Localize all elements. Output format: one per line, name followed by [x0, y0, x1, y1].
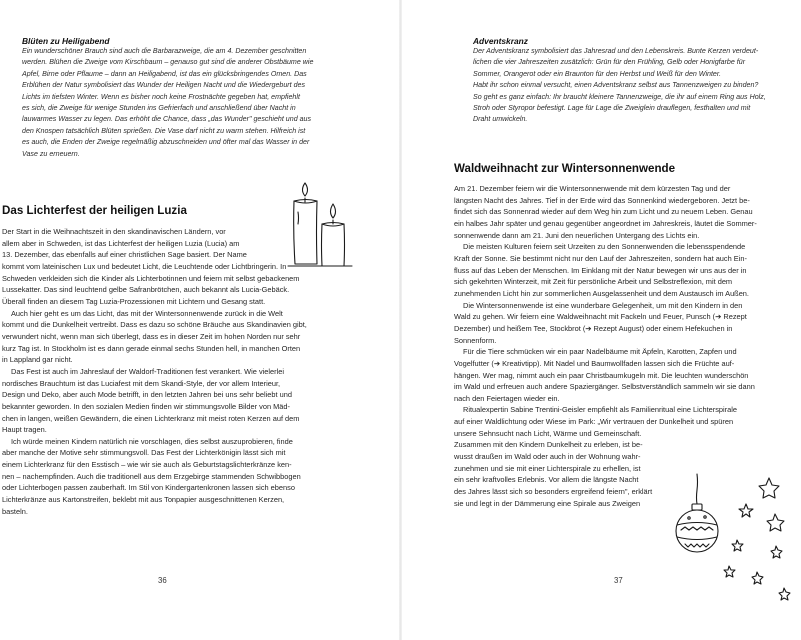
text-line: nordisches Brauchtum ist das Luciafest mit dem Skandi-Style, der vor allem Interieur,	[2, 378, 281, 388]
text-line: Haupt tragen.	[2, 425, 47, 435]
left-page	[0, 0, 400, 640]
text-line: Dezember) und heißem Tee, Stockbrot (➔ Rezept August) oder einem Hefekuchen in	[454, 323, 733, 333]
text-line: Sommer, Orangerot oder ein Braunton für den Herbst und Weiß für den Winter.	[473, 69, 721, 78]
text-line: Design und Deko, aber auch Mode betrifft, in den letzten Jahren bei uns sehr beliebt und	[2, 390, 292, 400]
heading-waldweihnacht: Waldweihnacht zur Wintersonnenwende	[454, 162, 676, 175]
text-line: bekannter geworden. In den sozialen Medien finden wir stimmungsvolle Bilder von Mäd-	[2, 401, 290, 411]
text-line: verwundert nicht, wenn man sich überlegt, dass es in dieser Zeit im hohen Norden nur sehr	[2, 331, 301, 341]
text-line: Lichterkränze aus Kartonstreifen, beklebt mit aus Tonpapier ausgeschnittenen Kerzen,	[2, 495, 285, 505]
text-line: nen – nachempfinden. Auch die traditionell aus dem Erzgebirge stammenden Schwibbogen	[2, 471, 301, 481]
text-line: Ich würde meinen Kindern natürlich nie vorschlagen, dies selbst auszuprobieren, finde	[11, 436, 293, 446]
text-line: Lichts im tiefsten Winter. Wenn es bisher noch keine Frostnächte gegeben hat, empfiehlt	[22, 92, 300, 101]
text-line: Die Wintersonnenwende ist eine wunderbare Gelegenheit, um mit den Kindern in den	[463, 300, 743, 310]
text-line: nach den Feiertagen wieder ein.	[454, 393, 560, 403]
text-line: auf einer Waldlichtung oder Wiese im Park: „Wir vertrauen der Dunkelheit und spüren	[454, 417, 734, 427]
text-line: hängen. Wer mag, nimmt auch ein paar Christbaumkugeln mit. Die leuchten wunderschön	[454, 370, 749, 380]
box-paragraph	[22, 46, 382, 160]
text-line: den Knospen tatsächlich Blüten sprießen. Die Vase darf nicht zu warm stehen. Hilfreich ist	[22, 126, 306, 135]
box-text-left	[22, 46, 382, 160]
text-line: fluss auf das Leben der Menschen. Im Einklang mit der Natur bewegen wir uns aus der in	[454, 265, 747, 275]
text-line: Lussekatter. Das sind leuchtend gelbe Safranbrötchen, auch bekannt als Lucia-Gebäck.	[2, 285, 290, 295]
text-line: Am 21. Dezember feiern wir die Wintersonnenwende mit dem kürzesten Tag und der	[454, 184, 731, 193]
text-line: es auch, die Enden der Zweige regelmäßig abzuschneiden und öfter mal das Wasser in der	[22, 138, 310, 147]
text-line: kurz Tag ist. In Stockholm ist es dann gerade einmal sechs Stunden hell, in manchen Orten	[2, 343, 301, 353]
text-line: längsten Nacht des Jahres. Tief in der Erde wird das Sonnenkind wiedergeboren. Jetzt be-	[454, 195, 750, 205]
text-line: findet sich das Sonnenrad wieder auf dem Weg hin zum Licht und zu neuem Leben. Genau	[454, 207, 753, 217]
text-line: basteln.	[2, 506, 28, 516]
text-line: Der Adventskranz symbolisiert das Jahresrad und den Lebenskreis. Bunte Kerzen verdeut-	[473, 47, 759, 55]
heading-luzia: Das Lichterfest der heiligen Luzia	[2, 204, 187, 217]
page-number-left: 36	[158, 576, 167, 585]
text-line: Das Fest ist auch im Jahreslauf der Waldorf-Traditionen fest verankert. Wie vielerlei	[11, 366, 285, 376]
paragraph	[454, 183, 800, 241]
text-line: einem Lichterkranz für den Esstisch – wie wir sie auch als Geburtstagslichterkränze ken-	[2, 460, 292, 470]
box-text-right	[473, 46, 783, 126]
paragraph	[2, 226, 398, 308]
text-line: im Wald und erfreuen auch andere Spaziergänger. Selbstverständlich sammeln wir sie dann	[454, 382, 755, 392]
paragraph	[454, 300, 800, 347]
paragraph	[2, 366, 398, 436]
text-line: des Jahres lässt sich so besonders ergreifend feiern", erklärt	[454, 487, 653, 497]
text-line: Habt ihr schon einmal versucht, einen Adventskranz selbst aus Tannenzweigen zu binden?	[473, 81, 759, 90]
text-line: sich gekehrten Winterzeit, mit Zeit für persönliche Arbeit und Selbstreflexion, mit dem	[454, 277, 733, 287]
text-line: Sonnenform.	[454, 335, 497, 345]
text-line: werden. Blühen die Zweige vom Kirschbaum – genauso gut sind die anderer Obstbäume wie	[22, 58, 314, 67]
box-title-right: Adventskranz	[473, 36, 528, 46]
text-line: Apfel, Birne oder Pflaume – dann an Heiligabend, ist das ein glücksbringendes Omen. Das	[22, 69, 307, 78]
text-line: Kraft der Sonne. Sie bestimmt nicht nur den Lauf der Jahreszeiten, sondern hat auch Ein-	[454, 253, 747, 263]
text-line: Schweden verkleiden sich die Kinder als Lichterbotinnen und feiern mit selbst gebackenem	[2, 273, 300, 283]
text-line: Ein wunderschöner Brauch sind auch die Barbarazweige, die am 4. Dezember geschnitten	[22, 47, 307, 55]
text-line: Auch hier geht es um das Licht, das mit der Wintersonnenwende zurück in die Welt	[11, 308, 283, 318]
text-line: aber manche der Motive sehr stimmungsvoll. Das Fest der Lichterkönigin lässt sich mit	[2, 448, 286, 458]
text-line: ein sehr kraftvolles Erlebnis. Vor allem die längste Nacht	[454, 475, 639, 485]
text-line: kommt vom lateinischen Lux und bedeutet Licht, die Leuchtende oder Lichtbringerin. In	[2, 261, 287, 271]
text-line: wusst draußen im Wald oder auch in der Wohnung wahr-	[454, 452, 641, 462]
text-line: in Lappland gar nicht.	[2, 355, 73, 365]
text-line: Erblühen der Natur symbolisiert das Wunder der Heiligen Nacht und die Wiedergeburt des	[22, 81, 306, 90]
text-line: Vogelfutter (➔ Kreativtipp). Mit Nadel und Baumwollfaden lassen sich die Früchte auf-	[454, 358, 735, 368]
text-line: kommt und die Dunkelheit vertreibt. Dass es dazu so schöne Bräuche aus Skandinavien gibt,	[2, 320, 307, 330]
text-line: lauwarmes Wasser zu legen. Das erhöht die Chance, dass „das Wunder" geschieht und aus	[22, 115, 312, 124]
box-paragraph	[473, 46, 783, 126]
paragraph	[454, 346, 800, 404]
text-line: sonnenwende dann am 21. Juni den neuerlichen Untergang des Lichts ein.	[454, 230, 700, 240]
text-line: Stroh oder Styropor befestigt. Lage für Lage die Zweiglein drauflegen, festhalten und mit	[473, 104, 751, 113]
text-line: Ritualexpertin Sabine Trentini-Geisler empfiehlt als Familienritual eine Lichterspirale	[463, 405, 737, 415]
text-line: oder Lichterbogen passen zauberhaft. Im Stil von Kindergartenkronen lassen sich ebenso	[2, 483, 295, 493]
text-line: 13. Dezember, das ebenfalls auf einer christlichen Sage basiert. Der Name	[2, 250, 247, 260]
text-line: chen in langen, weißen Gewändern, die einen Lichterkranz mit meist roten Kerzen auf dem	[2, 413, 300, 423]
ornament-stars-icon	[671, 468, 801, 608]
text-line: So geht es ganz einfach: Ihr braucht kleinere Tannenzweige, die ihr auf einem Ring aus Holz,	[473, 92, 766, 101]
box-title-left: Blüten zu Heiligabend	[22, 36, 110, 46]
page-number-right: 37	[614, 576, 623, 585]
text-line: Für die Tiere schmücken wir ein paar Nadelbäume mit Äpfeln, Karotten, Zapfen und	[463, 347, 737, 357]
text-line: sie und legt in der Dämmerung eine Spirale aus Zweigen	[454, 498, 641, 508]
text-line: Überall finden an diesem Tag Luzia-Prozessionen mit Lichtern und Gesang statt.	[2, 296, 266, 306]
text-line: Draht umwickeln.	[473, 115, 528, 124]
text-line: Der Start in die Weihnachtszeit in den skandinavischen Ländern, vor	[2, 227, 226, 236]
body-text-right	[454, 183, 800, 509]
text-line: allem aber in Schweden, ist das Lichterfest der heiligen Luzia (Lucia) am	[2, 238, 240, 248]
text-line: Vase zu erneuern.	[22, 149, 80, 158]
text-line: zunehmenden Licht hin zur sommerlichen Ausgelassenheit und dem Austausch im Außen.	[454, 288, 749, 298]
text-line: Wald zu gehen. Wir feiern eine Waldweihnacht mit Fackeln und Feuer, Punsch (➔ Rezept	[454, 312, 747, 322]
right-page	[401, 0, 801, 640]
text-line: Zusammen mit den Kindern Dunkelheit zu erleben, ist be-	[454, 440, 643, 450]
text-line: ein halbes Jahr später und genau gegenüber angeordnet im Jahreskreis, läutet die Sommer-	[454, 218, 757, 228]
paragraph	[2, 308, 398, 366]
text-line: lichen die vier Jahreszeiten zusätzlich: Grün für den Frühling, Gelb oder Honigfarbe für	[473, 58, 746, 67]
text-line: zunehmen und sie mit einer Lichterspirale zu erhellen, ist	[454, 463, 641, 473]
text-line: Die meisten Kulturen feiern seit Urzeiten zu den Sonnenwenden die lebensspendende	[463, 242, 746, 252]
text-line: es sich, die Zweige für wenige Stunden ins Gefrierfach und anschließend über Nacht in	[22, 104, 296, 113]
paragraph	[454, 404, 800, 439]
paragraph	[454, 241, 800, 299]
body-text-left	[2, 226, 398, 517]
text-line: unsere Sehnsucht nach Licht, Wärme und Gemeinschaft.	[454, 428, 642, 438]
paragraph	[2, 436, 398, 518]
